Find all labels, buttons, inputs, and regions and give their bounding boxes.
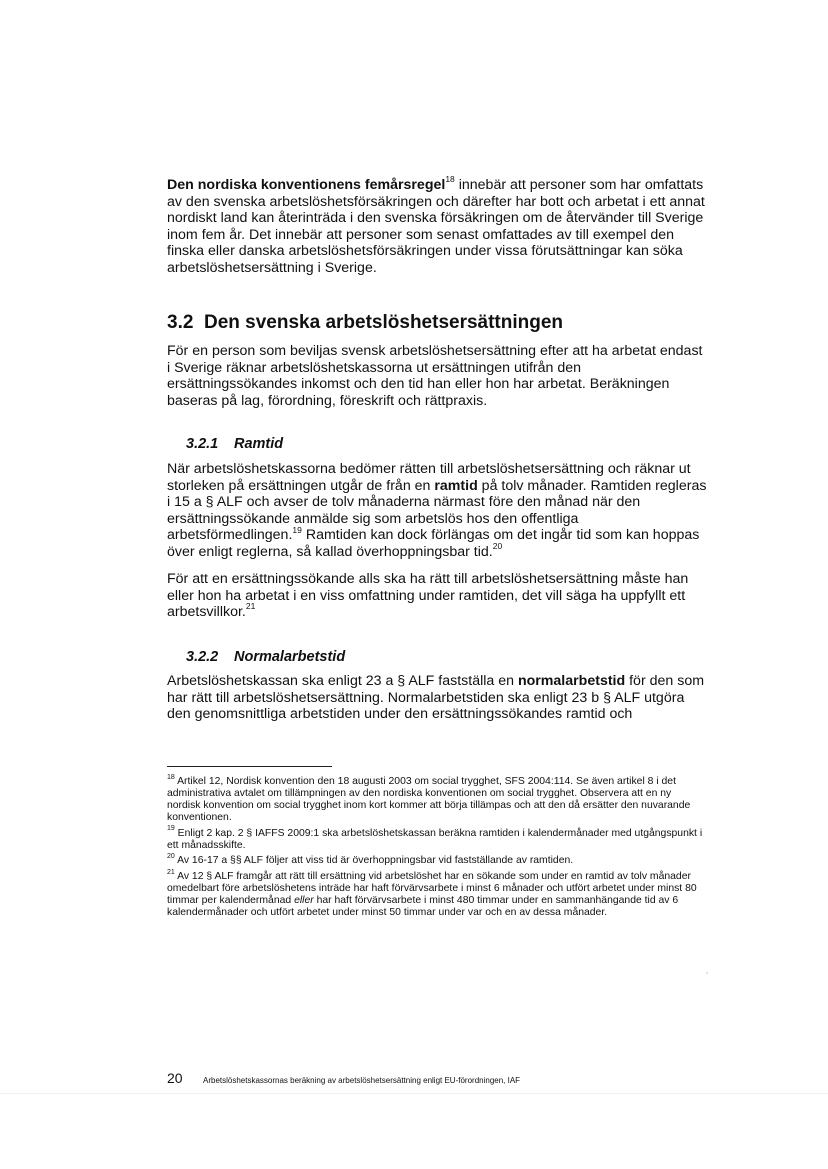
paragraph-text: För en person som beviljas svensk arbetslöshetsersättning efter att ha arbetat endast i Sverige räknar arbetslöshetskassorna ut ersättningen utifrån den ersättningssökandes inkomst och den tid han eller hon har arbetat. Beräkningen baseras på lag, förordning, föreskrift och rättpraxis. — [167, 343, 703, 409]
paragraph-normalarbetstid — [167, 673, 707, 723]
footnotes — [167, 773, 707, 923]
footnote-ref-18[interactable]: 18 — [445, 174, 455, 185]
footnote-text: Av 12 § ALF framgår att rätt till ersättning vid arbetslöshet har en sökande som under en ramtid av tolv månader omedelbart före arbetslöshetens inträde har haft förvärvsarbete i minst 6 månader och utfört arbetet under minst 80 timmar per kalendermånad — [167, 871, 697, 907]
paragraph-text: När arbetslöshetskassorna bedömer rätten till arbetslöshetsersättning och räknar ut storleken på ersättningen utgår de från en — [167, 461, 691, 494]
bold-term-ramtid: ramtid — [434, 477, 478, 494]
footnote-number: 19 — [167, 825, 175, 833]
bold-term-normalarbetstid: normalarbetstid — [517, 673, 626, 689]
paragraph-text: För att en ersättningssökande alls ska ha rätt till arbetslöshetsersättning måste han eller hon ha arbetat i en viss omfattning under ramtiden, det vill säga ha uppfyllt ett arbetsvillkor. — [167, 571, 689, 621]
footnote-emphasis: eller — [294, 895, 314, 907]
footnote-number: 21 — [167, 868, 175, 876]
paragraph-text: Ramtiden kan dock förlängas om det ingår tid som kan hoppas över enligt reglerna, så kallad överhoppningsbar tid. — [167, 527, 700, 560]
section-number: 3.2.2 — [186, 649, 219, 665]
paragraph-text: på tolv månader. Ramtiden regleras i 15 a § ALF och avser de tolv månaderna närmast före den månad när den ersättningssökande anmälde sig som arbetslös hos den offentliga arbetsförmedlingen. — [167, 477, 707, 544]
footnote-text: Artikel 12, Nordisk konvention den 18 augusti 2003 om social trygghet, SFS 2004:114. Se även artikel 8 i det administrativa avtalet om tillämpningen av den nordiska konventionen om social trygghet. Observera att en ny nordisk konvention om social trygghet inom kort kommer att börja tillämpas och att den då ersätter den nuvarande konventionen. — [167, 776, 691, 823]
footnote-divider — [167, 766, 332, 767]
running-title: Arbetslöshetskassornas beräkning av arbetslöshetsersättning enligt EU-förordningen, IAF — [203, 1076, 521, 1085]
paragraph-nordic-convention — [167, 174, 707, 277]
section-number: 3.2 — [167, 312, 194, 333]
section-title: Den svenska arbetslöshetsersättningen — [204, 312, 564, 333]
paragraph-text: Arbetslöshetskassan ska enligt 23 a § ALF fastställa en — [167, 673, 518, 689]
paragraph-text: för den som har rätt till arbetslöshetsersättning. Normalarbetstiden ska enligt 23 b § ALF utgöra den genomsnittliga arbetstiden under den ersättningssökandes ramtid och — [167, 673, 705, 723]
footnote-number: 20 — [167, 852, 175, 860]
section-title: Normalarbetstid — [234, 649, 346, 665]
page-footer — [167, 1070, 520, 1088]
scan-edge-line — [0, 1093, 828, 1094]
paragraph-ramtid — [167, 461, 707, 561]
footnote-text: Enligt 2 kap. 2 § IAFFS 2009:1 ska arbetslöshetskassan beräkna ramtiden i kalendermånader med utgångspunkt i ett månadsskifte. — [167, 827, 703, 851]
paragraph-text: innebär att personer som har omfattats av den svenska arbetslöshetsförsäkringen och därefter har bott och arbetat i ett annat nordiskt land kan återinträda i den svenska försäkringen om de återvänder till Sverige inom fem år. Det innebär att personer som senast omfattades av till exempel den finska eller danska arbetslöshetsförsäkringen under vissa förutsättningar kan söka arbetslöshetsersättning i Sverige. — [167, 177, 705, 276]
footnote-ref-21[interactable]: 21 — [245, 601, 256, 612]
footnote-ref-20[interactable]: 20 — [492, 541, 503, 552]
footnote-text: har haft förvärvsarbete i minst 480 timmar under en sammanhängande tid av 6 kalendermånader och utfört arbetet under minst 50 timmar under var och en av dessa månader. — [167, 895, 679, 919]
section-heading-3-2-1 — [186, 435, 283, 453]
section-heading-3-2-2 — [186, 648, 345, 666]
page-number: 20 — [167, 1070, 183, 1086]
section-number: 3.2.1 — [186, 436, 219, 452]
footnote-19 — [167, 825, 707, 852]
bold-term-femarsregel: Den nordiska konventionens femårsregel — [167, 177, 446, 193]
section-title: Ramtid — [234, 436, 284, 452]
footnote-text: Av 16-17 a §§ ALF följer att viss tid är överhoppningsbar vid fastställande av ramtiden. — [174, 855, 574, 867]
footnote-number: 18 — [167, 773, 175, 781]
footnote-ref-19[interactable]: 19 — [292, 524, 302, 535]
scan-speck — [706, 972, 708, 974]
footnote-21 — [167, 868, 707, 919]
section-heading-3-2 — [167, 311, 563, 335]
footnote-18 — [167, 773, 707, 824]
paragraph-swedish-benefit — [167, 343, 707, 409]
paragraph-arbetsvillkor — [167, 571, 707, 621]
footnote-20 — [167, 852, 707, 867]
